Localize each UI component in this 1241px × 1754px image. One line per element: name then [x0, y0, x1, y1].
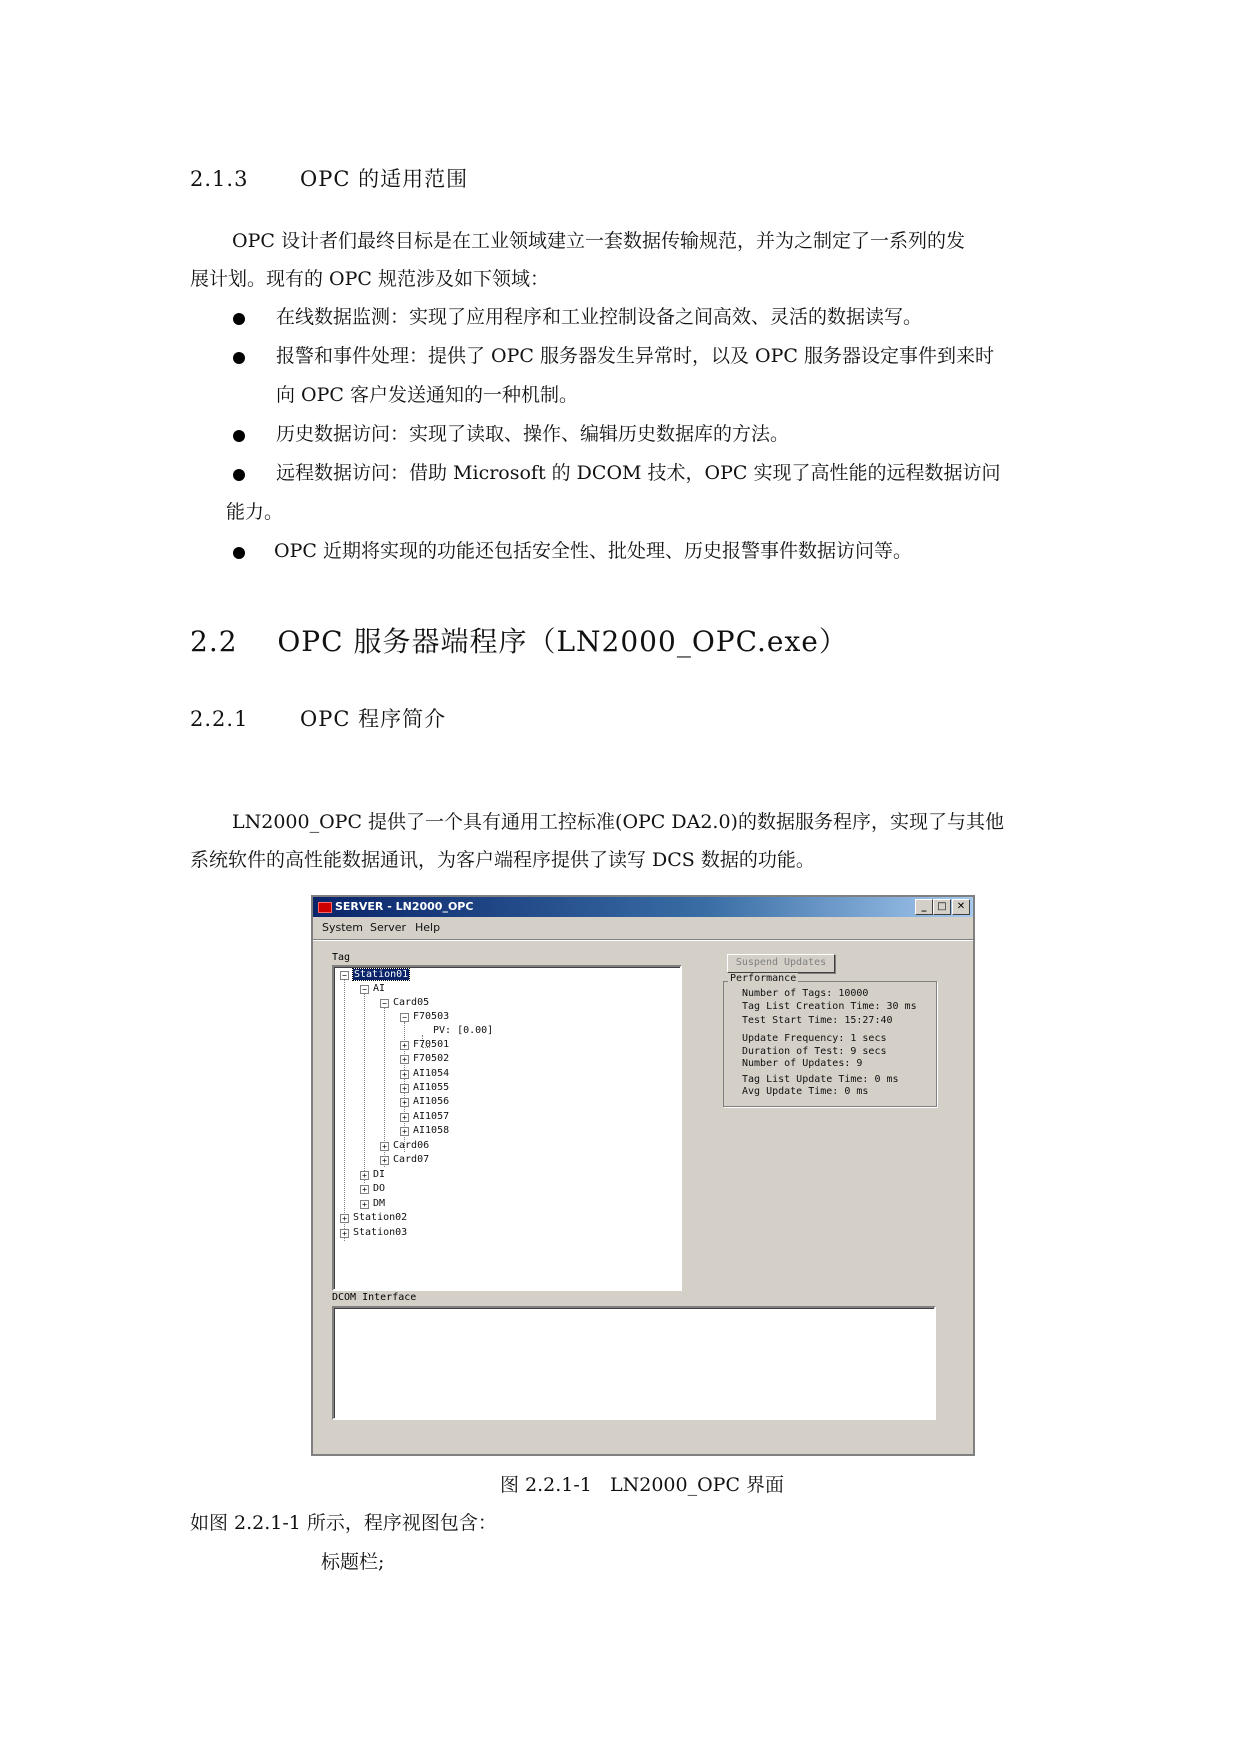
menu-server[interactable]: Server — [370, 921, 407, 934]
bullet-2-text-cont: 向 OPC 客户发送通知的一种机制。 — [276, 384, 578, 406]
heading-number: 2.1.3 — [190, 167, 249, 191]
expand-icon[interactable]: + — [400, 1127, 409, 1136]
expand-icon[interactable]: + — [360, 1185, 369, 1194]
tree-node-f70503[interactable]: F70503 — [413, 1011, 450, 1022]
bullet-dot-icon — [233, 547, 245, 559]
performance-legend: Performance — [730, 973, 797, 984]
expand-icon[interactable]: + — [400, 1084, 409, 1093]
perf-number-of-tags: Number of Tags: 10000 — [742, 988, 869, 999]
tree-node-station01[interactable]: Station01 — [354, 969, 409, 980]
paragraph-3: 如图 2.2.1-1 所示，程序视图包含： — [190, 1512, 497, 1534]
tree-node-dm[interactable]: DM — [373, 1198, 386, 1209]
expand-icon[interactable]: + — [360, 1171, 369, 1180]
perf-tag-list-update: Tag List Update Time: 0 ms — [742, 1074, 899, 1085]
tree-node-do[interactable]: DO — [373, 1183, 386, 1194]
expand-icon[interactable]: + — [380, 1156, 389, 1165]
expand-icon[interactable]: + — [360, 1200, 369, 1209]
heading-2-1-3 — [190, 163, 468, 193]
paragraph-2-line-1: LN2000_OPC 提供了一个具有通用工控标准(OPC DA2.0)的数据服务程序，实现了与其他 — [232, 811, 1004, 833]
tree-node-f70502[interactable]: F70502 — [413, 1053, 450, 1064]
tree-connector — [364, 993, 365, 1183]
expand-icon[interactable]: + — [400, 1041, 409, 1050]
tag-tree-view[interactable] — [332, 965, 682, 1291]
minimize-button[interactable]: _ — [915, 899, 933, 915]
bullet-5-text: OPC 近期将实现的功能还包括安全性、批处理、历史报警事件数据访问等。 — [274, 540, 912, 562]
bullet-dot-icon — [233, 313, 245, 325]
perf-duration: Duration of Test: 9 secs — [742, 1046, 887, 1057]
bullet-4-text: 远程数据访问：借助 Microsoft 的 DCOM 技术，OPC 实现了高性能的远程数据访问 — [276, 462, 1001, 484]
dcom-interface-label: DCOM Interface — [332, 1292, 417, 1303]
bullet-4-text-cont: 能力。 — [226, 501, 284, 523]
paragraph-1-line-2: 展计划。现有的 OPC 规范涉及如下领域： — [190, 268, 549, 290]
suspend-updates-button[interactable]: Suspend Updates — [727, 954, 835, 973]
tree-node-station03[interactable]: Station03 — [353, 1227, 408, 1238]
paragraph-4: 标题栏; — [321, 1551, 385, 1573]
expand-icon[interactable]: + — [340, 1214, 349, 1223]
menu-help[interactable]: Help — [415, 921, 441, 934]
bullet-2-text: 报警和事件处理：提供了 OPC 服务器发生异常时，以及 OPC 服务器设定事件到来时 — [276, 345, 994, 367]
collapse-icon[interactable]: − — [400, 1013, 409, 1022]
tree-node-ai1054[interactable]: AI1054 — [413, 1068, 450, 1079]
dcom-interface-log[interactable] — [332, 1306, 936, 1420]
heading-title: OPC 的适用范围 — [300, 167, 469, 191]
expand-icon[interactable]: + — [400, 1113, 409, 1122]
perf-update-frequency: Update Frequency: 1 secs — [742, 1033, 887, 1044]
tree-node-card06[interactable]: Card06 — [393, 1140, 430, 1151]
heading-title: OPC 服务器端程序（LN2000_OPC.exe） — [277, 625, 848, 658]
tree-connector — [344, 979, 345, 1241]
tree-node-ai1057[interactable]: AI1057 — [413, 1111, 450, 1122]
perf-number-of-updates: Number of Updates: 9 — [742, 1058, 863, 1069]
menu-bar — [313, 918, 973, 938]
collapse-icon[interactable]: − — [360, 985, 369, 994]
close-button[interactable]: ✕ — [952, 899, 970, 915]
perf-test-start: Test Start Time: 15:27:40 — [742, 1015, 893, 1026]
heading-number: 2.2.1 — [190, 707, 249, 731]
figure-caption: 图 2.2.1-1 LN2000_OPC 界面 — [500, 1474, 785, 1496]
window-title: SERVER - LN2000_OPC — [335, 900, 474, 913]
tree-node-card05[interactable]: Card05 — [393, 997, 430, 1008]
app-icon — [318, 902, 332, 913]
bullet-dot-icon — [233, 469, 245, 481]
heading-2-2 — [190, 620, 848, 660]
maximize-button[interactable]: □ — [933, 899, 951, 915]
expand-icon[interactable]: + — [400, 1055, 409, 1064]
tree-node-card07[interactable]: Card07 — [393, 1154, 430, 1165]
tree-node-ai1058[interactable]: AI1058 — [413, 1125, 450, 1136]
heading-2-2-1 — [190, 703, 446, 733]
expand-icon[interactable]: + — [400, 1098, 409, 1107]
paragraph-2-line-2: 系统软件的高性能数据通讯，为客户端程序提供了读写 DCS 数据的功能。 — [190, 849, 815, 871]
menu-system[interactable]: System — [322, 921, 364, 934]
title-bar — [313, 897, 973, 917]
collapse-icon[interactable]: − — [380, 999, 389, 1008]
bullet-1-text: 在线数据监测：实现了应用程序和工业控制设备之间高效、灵活的数据读写。 — [276, 306, 923, 328]
bullet-3-text: 历史数据访问：实现了读取、操作、编辑历史数据库的方法。 — [276, 423, 790, 445]
tree-node-ai1056[interactable]: AI1056 — [413, 1096, 450, 1107]
tree-node-ai[interactable]: AI — [373, 983, 386, 994]
heading-title: OPC 程序简介 — [300, 707, 447, 731]
bullet-dot-icon — [233, 352, 245, 364]
tree-node-di[interactable]: DI — [373, 1169, 386, 1180]
tree-node-ai1055[interactable]: AI1055 — [413, 1082, 450, 1093]
collapse-icon[interactable]: − — [340, 971, 349, 980]
tree-node-pv-value[interactable]: PV: [0.00] — [433, 1025, 494, 1036]
tree-node-f70501[interactable]: F70501 — [413, 1039, 450, 1050]
tag-label: Tag — [332, 952, 351, 963]
tree-node-station02[interactable]: Station02 — [353, 1212, 408, 1223]
heading-number: 2.2 — [190, 625, 238, 658]
perf-tag-list-creation: Tag List Creation Time: 30 ms — [742, 1001, 917, 1012]
perf-avg-update: Avg Update Time: 0 ms — [742, 1086, 869, 1097]
expand-icon[interactable]: + — [380, 1142, 389, 1151]
expand-icon[interactable]: + — [400, 1070, 409, 1079]
menu-divider — [313, 939, 973, 941]
paragraph-1-line-1: OPC 设计者们最终目标是在工业领域建立一套数据传输规范，并为之制定了一系列的发 — [232, 230, 965, 252]
expand-icon[interactable]: + — [340, 1229, 349, 1238]
bullet-dot-icon — [233, 430, 245, 442]
server-window — [311, 895, 975, 1456]
